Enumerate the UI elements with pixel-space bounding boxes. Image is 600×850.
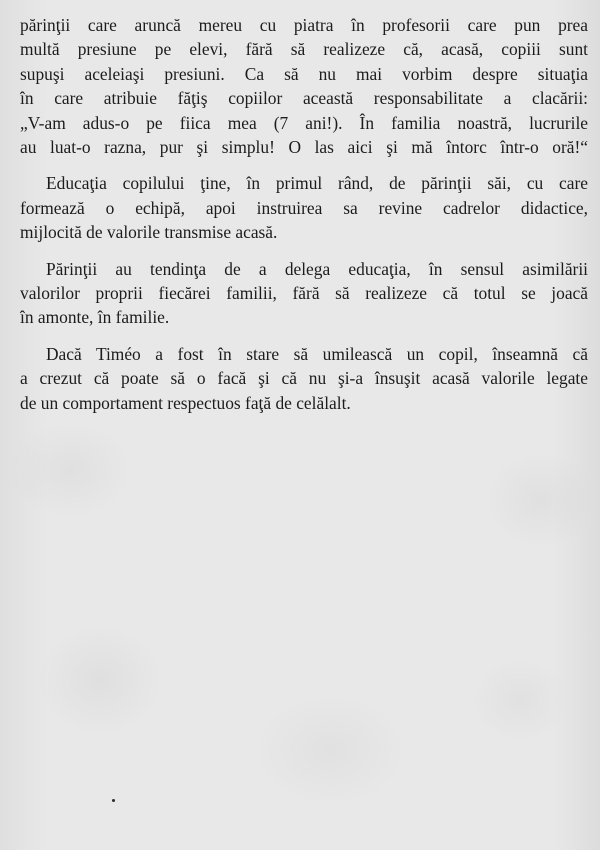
page-body-text [20,13,588,427]
text-line: a crezut că poate să o facă şi că nu şi-a însuşit acasă valorile legate [20,368,588,389]
text-line: multă presiune pe elevi, fără să realizeze că, acasă, copiii sunt [20,39,588,60]
text-line: de un comportament respectuos faţă de celălalt. [20,392,351,413]
paragraph-1 [20,13,588,159]
text-line: Dacă Timéo a fost în stare să umilească un copil, înseamnă că [46,343,588,364]
text-line: Educaţia copilului ţine, în primul rând, de părinţii săi, cu care [46,173,588,194]
text-line: în care atribuie făţiş copiilor această responsabilitate a clacării: [20,88,588,109]
text-line: au luat-o razna, pur şi simplu! O las aici şi mă întorc într-o oră!“ [20,137,588,158]
text-line: supuşi aceleiaşi presiuni. Ca să nu mai vorbim despre situaţia [20,63,588,84]
text-line: părinţii care aruncă mereu cu piatra în profesorii care pun prea [20,15,588,35]
text-line: „V-am adus-o pe fiica mea (7 ani!). În familia noastră, lucrurile [20,112,588,133]
text-line: valorilor proprii fiecărei familii, fără să realizeze că totul se joacă [20,283,588,304]
text-line: formează o echipă, apoi instruirea sa revine cadrelor didactice, [20,197,588,218]
text-line: mijlocită de valorile transmise acasă. [20,222,278,243]
paragraph-3 [20,257,588,330]
text-line: în amonte, în familie. [20,307,170,328]
ink-speck [112,799,115,802]
text-line: Părinţii au tendinţa de a delega educaţia, în sensul asimilării [46,258,588,279]
paragraph-4 [20,342,588,415]
paragraph-2 [20,171,588,244]
